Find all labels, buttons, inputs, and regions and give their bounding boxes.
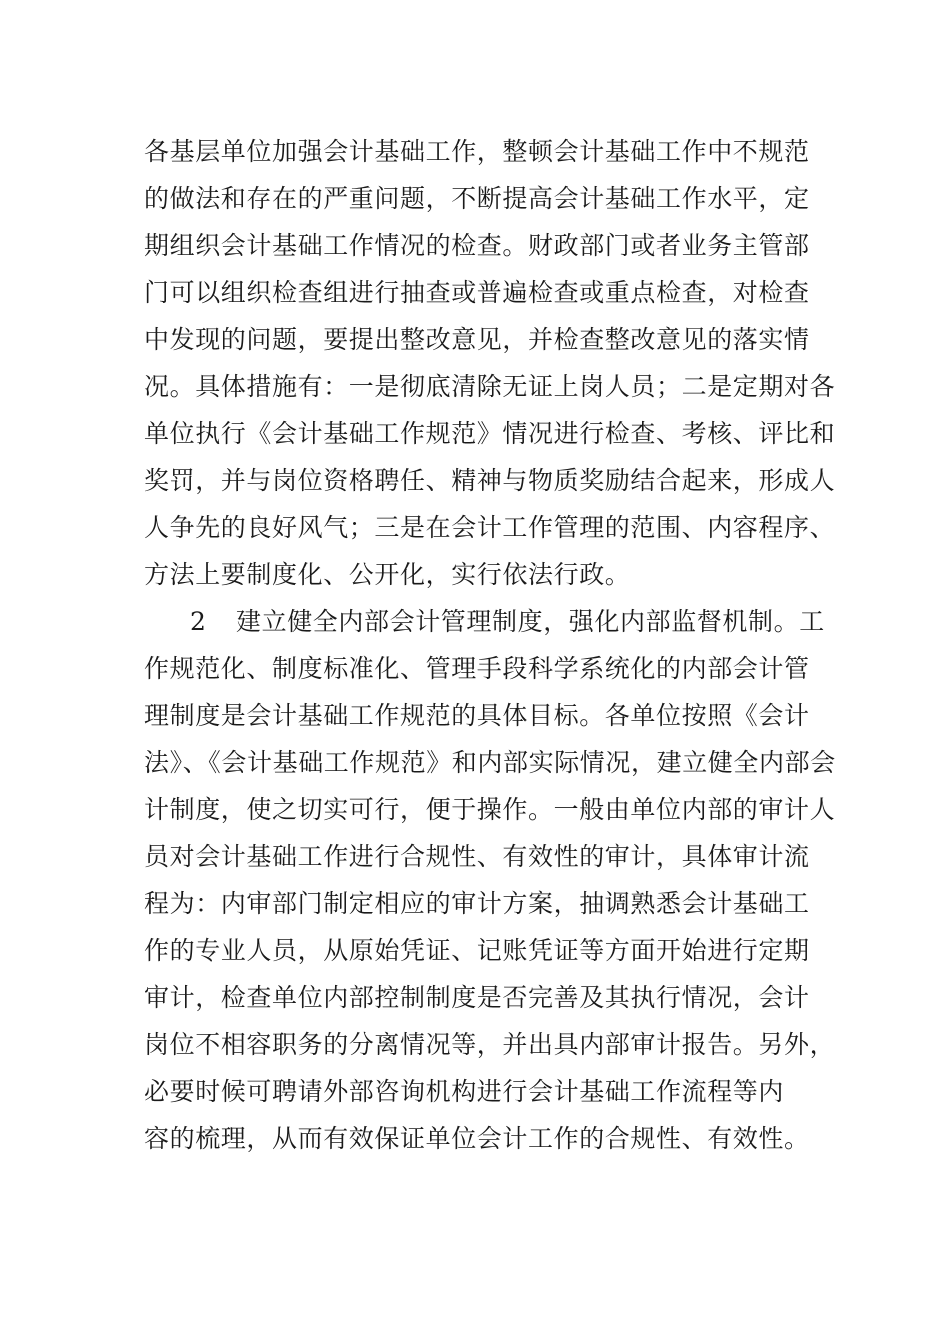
paragraph-line-text: 建立健全内部会计管理制度，强化内部监督机制。工 [236,607,825,636]
paragraph-line: 员对会计基础工作进行合规性、有效性的审计，具体审计流 [144,842,810,871]
paragraph-line: 方法上要制度化、公开化，实行依法行政。 [144,560,631,589]
paragraph-line: 单位执行《会计基础工作规范》情况进行检查、考核、评比和 [144,419,836,448]
paragraph-first-line [190,604,870,640]
paragraph-line: 作规范化、制度标准化、管理手段科学系统化的内部会计管 [144,654,810,683]
paragraph-line: 法》、《会计基础工作规范》和内部实际情况，建立健全内部会 [144,748,836,777]
paragraph-line: 计制度，使之切实可行，便于操作。一般由单位内部的审计人 [144,795,836,824]
paragraph-line: 中发现的问题，要提出整改意见，并检查整改意见的落实情 [144,325,810,354]
paragraph-line: 门可以组织检查组进行抽查或普遍检查或重点检查，对检查 [144,278,810,307]
paragraph-line: 人争先的良好风气；三是在会计工作管理的范围、内容程序、 [144,513,836,542]
section-number: 2 [190,607,207,636]
paragraph-line: 程为：内审部门制定相应的审计方案，抽调熟悉会计基础工 [144,889,810,918]
paragraph-line: 岗位不相容职务的分离情况等，并出具内部审计报告。另外， [144,1030,836,1059]
paragraph-line: 况。具体措施有：一是彻底清除无证上岗人员；二是定期对各 [144,372,836,401]
paragraph-line: 必要时候可聘请外部咨询机构进行会计基础工作流程等内 [144,1077,785,1106]
paragraph-line: 期组织会计基础工作情况的检查。财政部门或者业务主管部 [144,231,810,260]
paragraph-line: 作的专业人员，从原始凭证、记账凭证等方面开始进行定期 [144,936,810,965]
paragraph-line: 容的梳理，从而有效保证单位会计工作的合规性、有效性。 [144,1124,810,1153]
paragraph-line: 各基层单位加强会计基础工作，整顿会计基础工作中不规范 [144,137,810,166]
paragraph-line: 审计，检查单位内部控制制度是否完善及其执行情况，会计 [144,983,810,1012]
paragraph-line: 的做法和存在的严重问题，不断提高会计基础工作水平，定 [144,184,810,213]
paragraph-line: 奖罚，并与岗位资格聘任、精神与物质奖励结合起来，形成人 [144,466,836,495]
paragraph-line: 理制度是会计基础工作规范的具体目标。各单位按照《会计 [144,701,810,730]
